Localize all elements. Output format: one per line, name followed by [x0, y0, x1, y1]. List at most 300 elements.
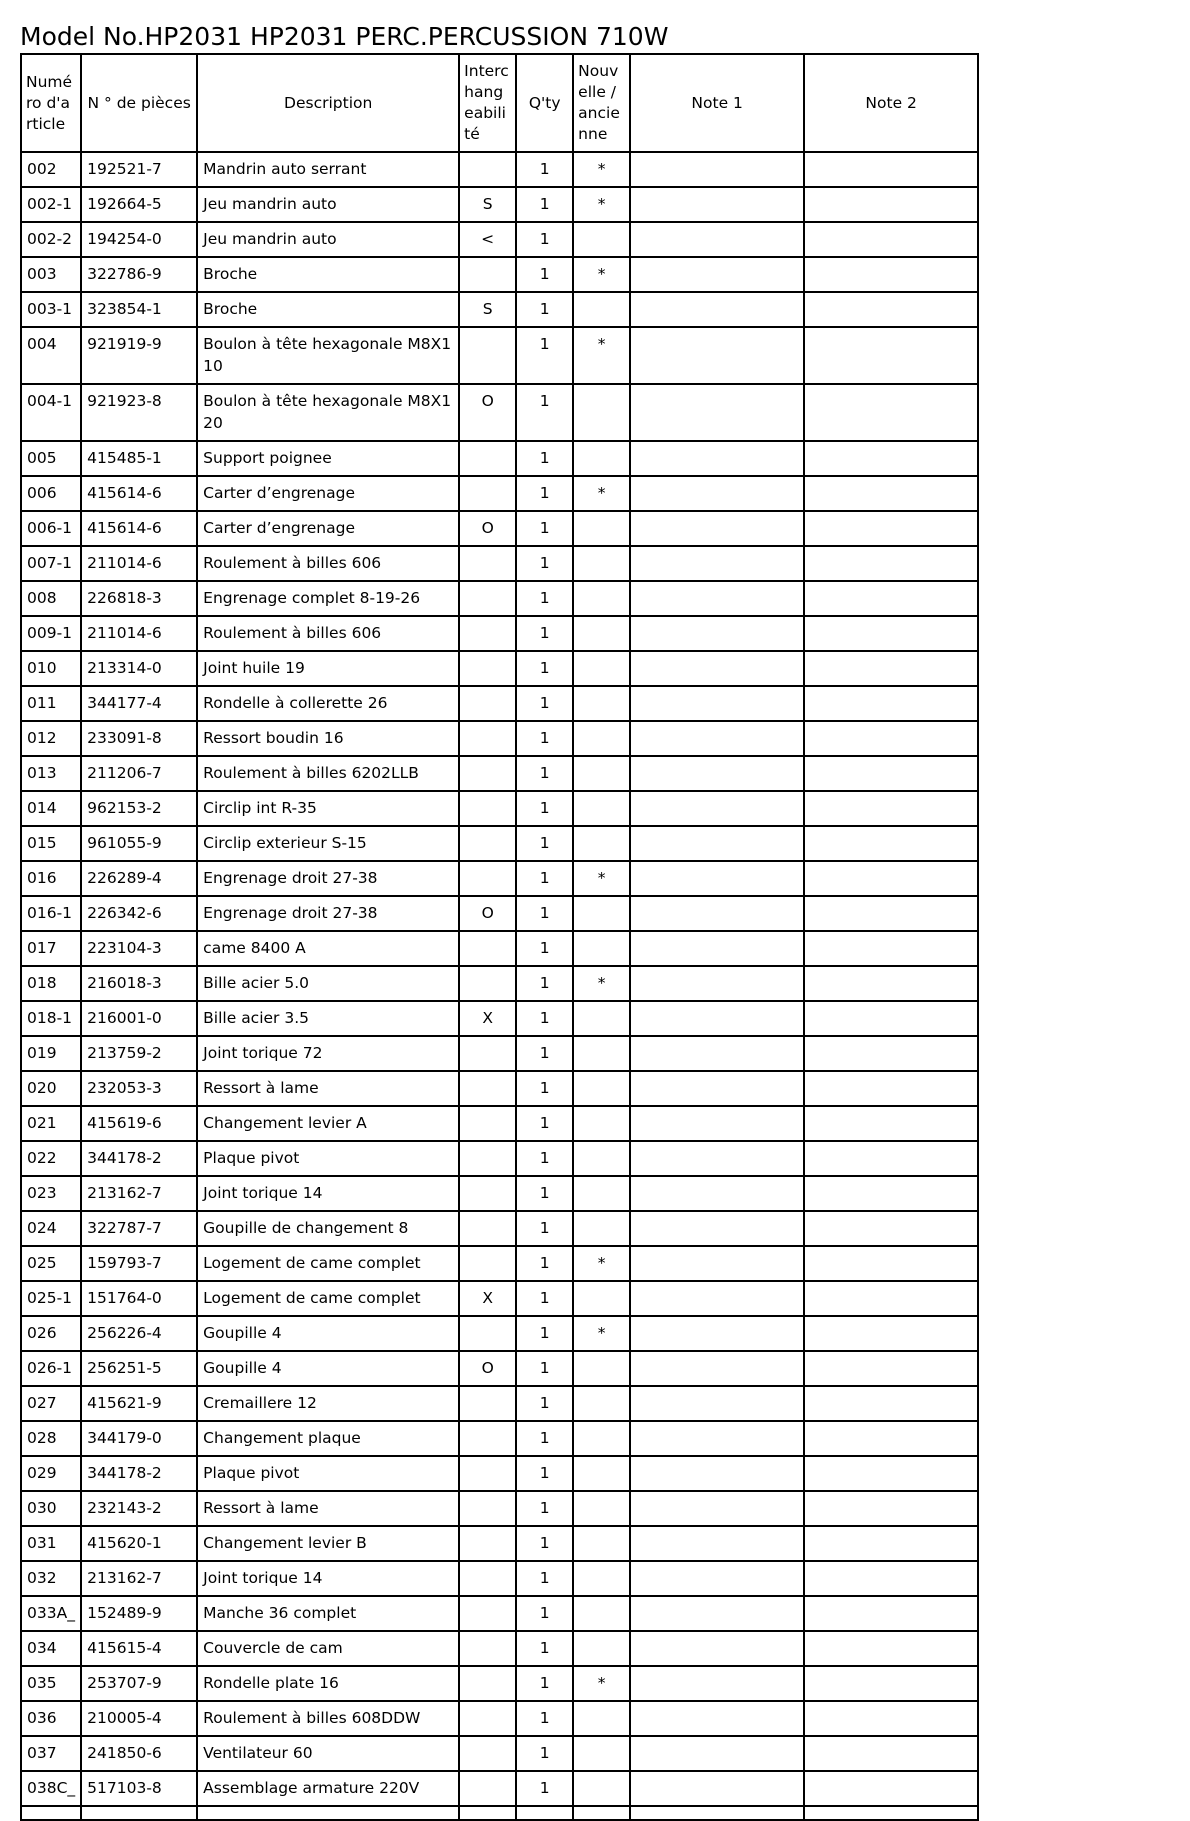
note-2-cell [804, 1666, 978, 1701]
table-row [21, 511, 978, 546]
new-old-cell [573, 1456, 630, 1491]
interchange-cell: S [459, 292, 516, 327]
note-2-cell [804, 327, 978, 384]
note-2-cell [804, 756, 978, 791]
table-row [21, 1001, 978, 1036]
part-number-cell: 159793-7 [81, 1246, 197, 1281]
interchange-cell [459, 1421, 516, 1456]
item-number-cell: 034 [21, 1631, 81, 1666]
table-row [21, 1281, 978, 1316]
note-2-cell [804, 1526, 978, 1561]
item-number-cell: 013 [21, 756, 81, 791]
part-number-cell: 152489-9 [81, 1596, 197, 1631]
header-item-no: Numéro d'article [21, 54, 81, 152]
quantity-cell: 1 [516, 651, 573, 686]
table-row [21, 1071, 978, 1106]
interchange-cell [459, 1176, 516, 1211]
note-1-cell [630, 222, 804, 257]
part-number-cell: 216018-3 [81, 966, 197, 1001]
part-number-cell: 213314-0 [81, 651, 197, 686]
item-number-cell: 033A_ [21, 1596, 81, 1631]
note-1-cell [630, 1176, 804, 1211]
interchange-cell: X [459, 1281, 516, 1316]
note-2-cell [804, 966, 978, 1001]
note-1-cell [630, 1036, 804, 1071]
part-number-cell: 211014-6 [81, 546, 197, 581]
table-row [21, 292, 978, 327]
part-number-cell: 216001-0 [81, 1001, 197, 1036]
description-cell: Goupille 4 [197, 1351, 459, 1386]
description-cell: Circlip exterieur S-15 [197, 826, 459, 861]
interchange-cell [459, 1456, 516, 1491]
part-number-cell: 226342-6 [81, 896, 197, 931]
description-cell: Roulement à billes 606 [197, 616, 459, 651]
interchange-cell: S [459, 187, 516, 222]
note-1-cell [630, 511, 804, 546]
quantity-cell: 1 [516, 1666, 573, 1701]
note-1-cell [630, 966, 804, 1001]
description-cell: Changement levier B [197, 1526, 459, 1561]
note-1-cell [630, 686, 804, 721]
note-1-cell [630, 1386, 804, 1421]
item-number-cell: 016-1 [21, 896, 81, 931]
part-number-cell: 415619-6 [81, 1106, 197, 1141]
note-1-cell [630, 1246, 804, 1281]
item-number-cell: 002-1 [21, 187, 81, 222]
description-cell: Ressort à lame [197, 1491, 459, 1526]
quantity-cell: 1 [516, 152, 573, 187]
table-row [21, 1176, 978, 1211]
item-number-cell: 024 [21, 1211, 81, 1246]
item-number-cell: 028 [21, 1421, 81, 1456]
quantity-cell: 1 [516, 1246, 573, 1281]
interchange-cell [459, 721, 516, 756]
item-number-cell: 002-2 [21, 222, 81, 257]
page-title: Model No.HP2031 HP2031 PERC.PERCUSSION 710W [20, 22, 669, 51]
description-cell: Goupille de changement 8 [197, 1211, 459, 1246]
interchange-cell [459, 1736, 516, 1771]
item-number-cell: 012 [21, 721, 81, 756]
parts-table [20, 53, 979, 1821]
item-number-cell: 031 [21, 1526, 81, 1561]
interchange-cell [459, 257, 516, 292]
quantity-cell: 1 [516, 861, 573, 896]
empty-cell [630, 1806, 804, 1820]
interchange-cell [459, 327, 516, 384]
new-old-cell [573, 1596, 630, 1631]
new-old-cell [573, 1176, 630, 1211]
table-row [21, 1771, 978, 1806]
quantity-cell: 1 [516, 1001, 573, 1036]
note-1-cell [630, 187, 804, 222]
quantity-cell: 1 [516, 1176, 573, 1211]
new-old-cell: * [573, 1316, 630, 1351]
item-number-cell: 025 [21, 1246, 81, 1281]
note-1-cell [630, 441, 804, 476]
quantity-cell: 1 [516, 292, 573, 327]
item-number-cell: 021 [21, 1106, 81, 1141]
new-old-cell [573, 1386, 630, 1421]
new-old-cell [573, 896, 630, 931]
table-row [21, 966, 978, 1001]
description-cell: Joint torique 14 [197, 1176, 459, 1211]
quantity-cell: 1 [516, 721, 573, 756]
note-1-cell [630, 721, 804, 756]
new-old-cell [573, 1526, 630, 1561]
header-note-2: Note 2 [804, 54, 978, 152]
interchange-cell [459, 791, 516, 826]
note-1-cell [630, 384, 804, 441]
interchange-cell [459, 1141, 516, 1176]
part-number-cell: 232053-3 [81, 1071, 197, 1106]
note-2-cell [804, 1141, 978, 1176]
description-cell: Logement de came complet [197, 1281, 459, 1316]
quantity-cell: 1 [516, 222, 573, 257]
part-number-cell: 211206-7 [81, 756, 197, 791]
note-2-cell [804, 441, 978, 476]
quantity-cell: 1 [516, 931, 573, 966]
note-2-cell [804, 1491, 978, 1526]
new-old-cell [573, 546, 630, 581]
header-note-1: Note 1 [630, 54, 804, 152]
quantity-cell: 1 [516, 1771, 573, 1806]
item-number-cell: 006-1 [21, 511, 81, 546]
note-2-cell [804, 1106, 978, 1141]
note-1-cell [630, 327, 804, 384]
part-number-cell: 211014-6 [81, 616, 197, 651]
note-2-cell [804, 257, 978, 292]
description-cell: Carter d’engrenage [197, 511, 459, 546]
interchange-cell [459, 861, 516, 896]
part-number-cell: 344178-2 [81, 1456, 197, 1491]
part-number-cell: 344179-0 [81, 1421, 197, 1456]
part-number-cell: 192521-7 [81, 152, 197, 187]
empty-cell [197, 1806, 459, 1820]
item-number-cell: 038C_ [21, 1771, 81, 1806]
description-cell: Bille acier 3.5 [197, 1001, 459, 1036]
table-row [21, 1736, 978, 1771]
description-cell: Circlip int R-35 [197, 791, 459, 826]
description-cell: came 8400 A [197, 931, 459, 966]
quantity-cell: 1 [516, 1491, 573, 1526]
part-number-cell: 921923-8 [81, 384, 197, 441]
note-1-cell [630, 292, 804, 327]
part-number-cell: 323854-1 [81, 292, 197, 327]
quantity-cell: 1 [516, 1141, 573, 1176]
item-number-cell: 026-1 [21, 1351, 81, 1386]
interchange-cell [459, 1631, 516, 1666]
note-2-cell [804, 222, 978, 257]
quantity-cell: 1 [516, 327, 573, 384]
note-2-cell [804, 721, 978, 756]
part-number-cell: 415614-6 [81, 476, 197, 511]
quantity-cell: 1 [516, 826, 573, 861]
interchange-cell: O [459, 896, 516, 931]
table-row [21, 152, 978, 187]
table-row [21, 1456, 978, 1491]
note-2-cell [804, 1736, 978, 1771]
note-1-cell [630, 1106, 804, 1141]
table-row [21, 384, 978, 441]
interchange-cell [459, 1106, 516, 1141]
note-1-cell [630, 581, 804, 616]
part-number-cell: 213162-7 [81, 1561, 197, 1596]
quantity-cell: 1 [516, 511, 573, 546]
part-number-cell: 223104-3 [81, 931, 197, 966]
item-number-cell: 004-1 [21, 384, 81, 441]
note-2-cell [804, 546, 978, 581]
new-old-cell [573, 1106, 630, 1141]
description-cell: Engrenage droit 27-38 [197, 896, 459, 931]
item-number-cell: 011 [21, 686, 81, 721]
note-1-cell [630, 756, 804, 791]
header-new-old: Nouvelle / ancienne [573, 54, 630, 152]
description-cell: Broche [197, 257, 459, 292]
interchange-cell [459, 966, 516, 1001]
table-row [21, 721, 978, 756]
description-cell: Bille acier 5.0 [197, 966, 459, 1001]
note-1-cell [630, 1561, 804, 1596]
note-1-cell [630, 1351, 804, 1386]
new-old-cell [573, 292, 630, 327]
note-1-cell [630, 1771, 804, 1806]
new-old-cell: * [573, 257, 630, 292]
part-number-cell: 415621-9 [81, 1386, 197, 1421]
part-number-cell: 213162-7 [81, 1176, 197, 1211]
note-1-cell [630, 476, 804, 511]
part-number-cell: 226818-3 [81, 581, 197, 616]
new-old-cell [573, 1036, 630, 1071]
quantity-cell: 1 [516, 1351, 573, 1386]
note-2-cell [804, 511, 978, 546]
interchange-cell [459, 1386, 516, 1421]
description-cell: Joint torique 72 [197, 1036, 459, 1071]
item-number-cell: 027 [21, 1386, 81, 1421]
item-number-cell: 003 [21, 257, 81, 292]
note-1-cell [630, 1421, 804, 1456]
item-number-cell: 036 [21, 1701, 81, 1736]
table-row [21, 441, 978, 476]
note-2-cell [804, 1701, 978, 1736]
part-number-cell: 213759-2 [81, 1036, 197, 1071]
table-row [21, 896, 978, 931]
note-2-cell [804, 1456, 978, 1491]
description-cell: Ressort boudin 16 [197, 721, 459, 756]
part-number-cell: 233091-8 [81, 721, 197, 756]
item-number-cell: 030 [21, 1491, 81, 1526]
description-cell: Plaque pivot [197, 1141, 459, 1176]
quantity-cell: 1 [516, 756, 573, 791]
table-row [21, 1386, 978, 1421]
note-1-cell [630, 1631, 804, 1666]
part-number-cell: 226289-4 [81, 861, 197, 896]
table-row [21, 1666, 978, 1701]
part-number-cell: 962153-2 [81, 791, 197, 826]
description-cell: Rondelle plate 16 [197, 1666, 459, 1701]
new-old-cell [573, 616, 630, 651]
table-row [21, 1596, 978, 1631]
quantity-cell: 1 [516, 1421, 573, 1456]
new-old-cell [573, 1141, 630, 1176]
description-cell: Roulement à billes 608DDW [197, 1701, 459, 1736]
note-2-cell [804, 686, 978, 721]
new-old-cell [573, 721, 630, 756]
note-2-cell [804, 651, 978, 686]
description-cell: Assemblage armature 220V [197, 1771, 459, 1806]
quantity-cell: 1 [516, 1736, 573, 1771]
note-2-cell [804, 896, 978, 931]
new-old-cell [573, 1001, 630, 1036]
table-row [21, 546, 978, 581]
new-old-cell: * [573, 1246, 630, 1281]
description-cell: Cremaillere 12 [197, 1386, 459, 1421]
table-row [21, 861, 978, 896]
item-number-cell: 018-1 [21, 1001, 81, 1036]
table-row [21, 327, 978, 384]
new-old-cell [573, 826, 630, 861]
new-old-cell: * [573, 476, 630, 511]
item-number-cell: 009-1 [21, 616, 81, 651]
new-old-cell [573, 1561, 630, 1596]
description-cell: Boulon à tête hexagonale M8X120 [197, 384, 459, 441]
empty-cell [81, 1806, 197, 1820]
interchange-cell [459, 1036, 516, 1071]
note-1-cell [630, 651, 804, 686]
note-2-cell [804, 152, 978, 187]
table-row [21, 931, 978, 966]
item-number-cell: 015 [21, 826, 81, 861]
part-number-cell: 344178-2 [81, 1141, 197, 1176]
table-row [21, 581, 978, 616]
interchange-cell: < [459, 222, 516, 257]
interchange-cell [459, 1211, 516, 1246]
interchange-cell: O [459, 384, 516, 441]
interchange-cell [459, 1316, 516, 1351]
note-1-cell [630, 1141, 804, 1176]
interchange-cell [459, 1596, 516, 1631]
empty-cell [21, 1806, 81, 1820]
quantity-cell: 1 [516, 546, 573, 581]
item-number-cell: 003-1 [21, 292, 81, 327]
interchange-cell: O [459, 511, 516, 546]
note-1-cell [630, 1211, 804, 1246]
note-2-cell [804, 1631, 978, 1666]
part-number-cell: 415615-4 [81, 1631, 197, 1666]
new-old-cell [573, 222, 630, 257]
note-1-cell [630, 1316, 804, 1351]
new-old-cell [573, 581, 630, 616]
note-2-cell [804, 1281, 978, 1316]
new-old-cell: * [573, 152, 630, 187]
description-cell: Jeu mandrin auto [197, 222, 459, 257]
interchange-cell [459, 1561, 516, 1596]
part-number-cell: 232143-2 [81, 1491, 197, 1526]
interchange-cell [459, 931, 516, 966]
interchange-cell [459, 616, 516, 651]
new-old-cell: * [573, 966, 630, 1001]
quantity-cell: 1 [516, 1456, 573, 1491]
new-old-cell: * [573, 327, 630, 384]
note-2-cell [804, 187, 978, 222]
part-number-cell: 256226-4 [81, 1316, 197, 1351]
interchange-cell [459, 1526, 516, 1561]
table-row [21, 651, 978, 686]
note-1-cell [630, 257, 804, 292]
table-row [21, 1561, 978, 1596]
quantity-cell: 1 [516, 1701, 573, 1736]
header-interchange: Interchangeabilité [459, 54, 516, 152]
description-cell: Changement plaque [197, 1421, 459, 1456]
new-old-cell [573, 756, 630, 791]
note-1-cell [630, 1491, 804, 1526]
note-1-cell [630, 1736, 804, 1771]
interchange-cell [459, 651, 516, 686]
description-cell: Roulement à billes 6202LLB [197, 756, 459, 791]
empty-cell [573, 1806, 630, 1820]
description-cell: Joint torique 14 [197, 1561, 459, 1596]
interchange-cell [459, 1771, 516, 1806]
part-number-cell: 253707-9 [81, 1666, 197, 1701]
header-qty: Q'ty [516, 54, 573, 152]
description-cell: Joint huile 19 [197, 651, 459, 686]
description-cell: Plaque pivot [197, 1456, 459, 1491]
item-number-cell: 010 [21, 651, 81, 686]
quantity-cell: 1 [516, 187, 573, 222]
quantity-cell: 1 [516, 1631, 573, 1666]
interchange-cell [459, 581, 516, 616]
new-old-cell [573, 384, 630, 441]
quantity-cell: 1 [516, 476, 573, 511]
part-number-cell: 517103-8 [81, 1771, 197, 1806]
description-cell: Engrenage droit 27-38 [197, 861, 459, 896]
note-2-cell [804, 1561, 978, 1596]
empty-cell [516, 1806, 573, 1820]
table-row [21, 1491, 978, 1526]
item-number-cell: 023 [21, 1176, 81, 1211]
note-2-cell [804, 931, 978, 966]
interchange-cell [459, 546, 516, 581]
table-row [21, 1036, 978, 1071]
quantity-cell: 1 [516, 1211, 573, 1246]
note-1-cell [630, 152, 804, 187]
new-old-cell [573, 686, 630, 721]
table-row [21, 826, 978, 861]
note-1-cell [630, 1456, 804, 1491]
table-row [21, 686, 978, 721]
header-part-no: N ° de pièces [81, 54, 197, 152]
item-number-cell: 018 [21, 966, 81, 1001]
new-old-cell [573, 1736, 630, 1771]
description-cell: Engrenage complet 8-19-26 [197, 581, 459, 616]
table-row [21, 1211, 978, 1246]
quantity-cell: 1 [516, 441, 573, 476]
note-1-cell [630, 791, 804, 826]
note-1-cell [630, 616, 804, 651]
interchange-cell: X [459, 1001, 516, 1036]
empty-cell [459, 1806, 516, 1820]
part-number-cell: 256251-5 [81, 1351, 197, 1386]
item-number-cell: 025-1 [21, 1281, 81, 1316]
interchange-cell [459, 476, 516, 511]
note-1-cell [630, 546, 804, 581]
note-1-cell [630, 896, 804, 931]
table-row [21, 1141, 978, 1176]
table-header-row [21, 54, 978, 152]
table-row [21, 222, 978, 257]
note-2-cell [804, 581, 978, 616]
item-number-cell: 006 [21, 476, 81, 511]
interchange-cell [459, 826, 516, 861]
